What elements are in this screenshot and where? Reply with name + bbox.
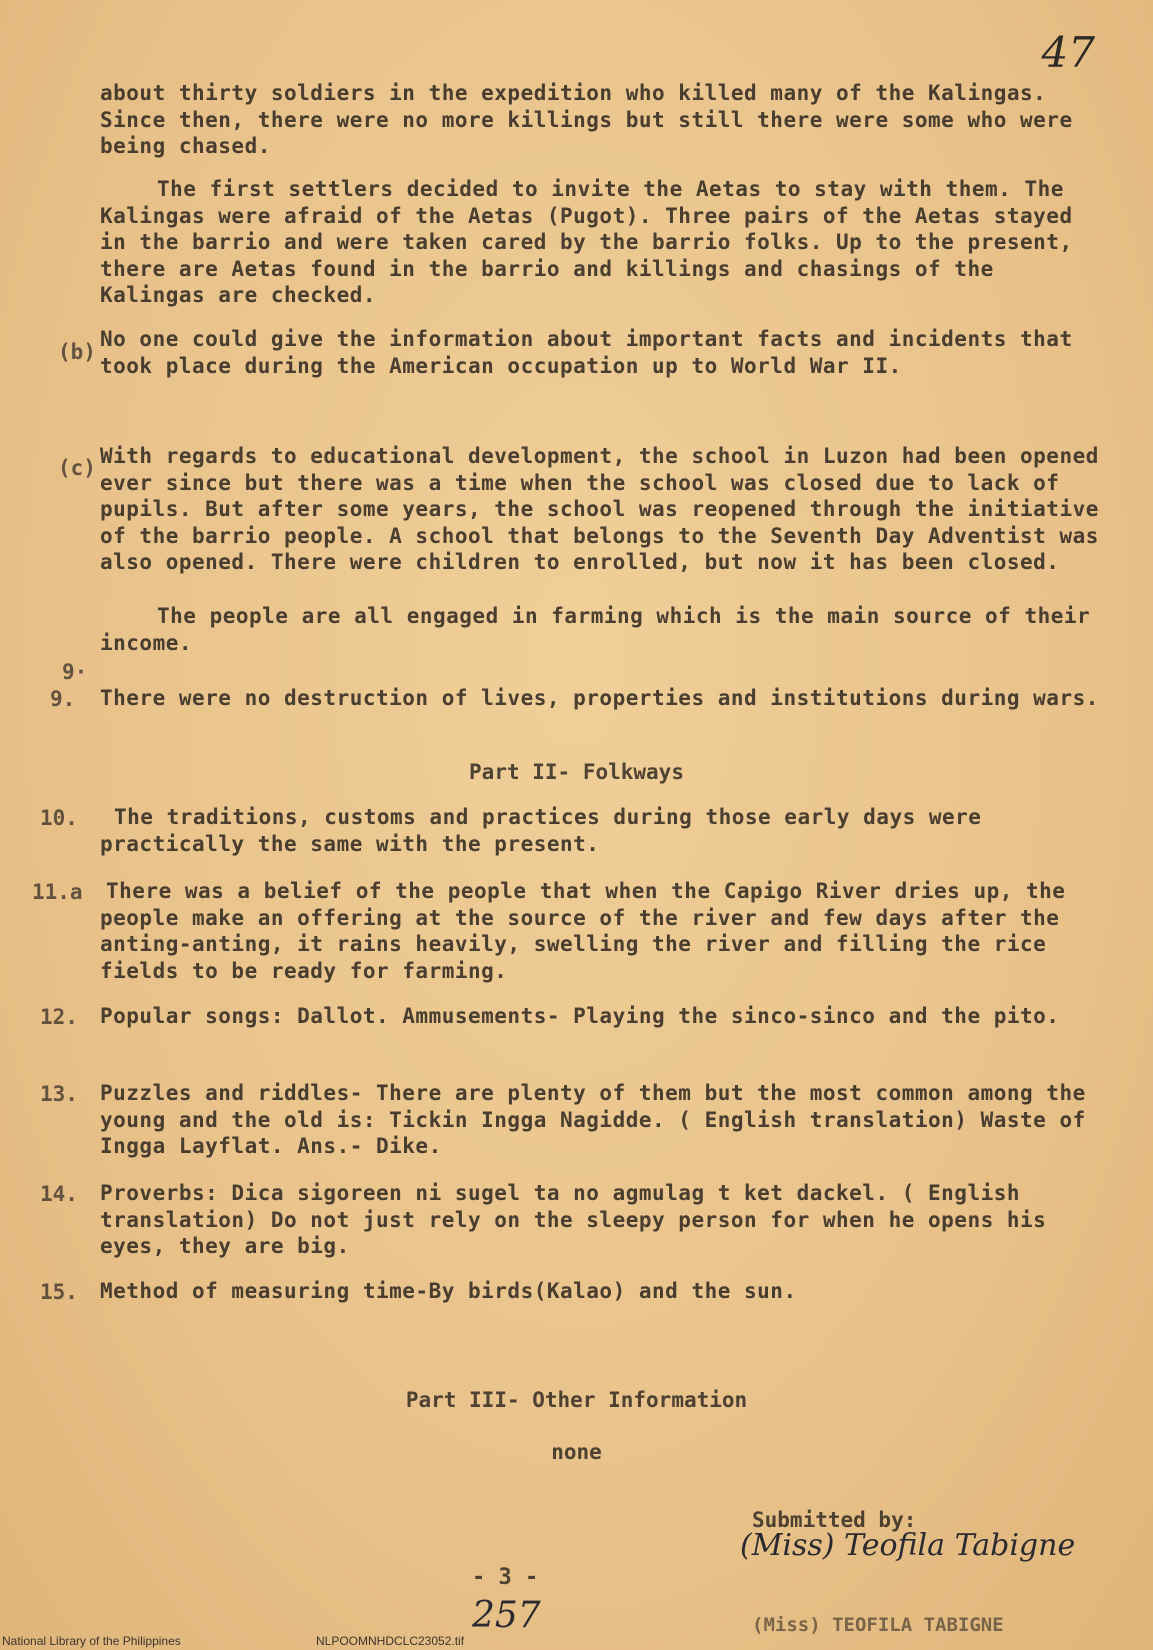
item-9-text: There were no destruction of lives, properties and institutions during wars. [100,686,1099,710]
page-number-handwritten: 257 [472,1595,541,1636]
paragraph-c: With regards to educational development, the school in Luzon had been opened ever since but there was a time when the school was closed due to lack of pupils. But after some years, the school was reopened through the initiative of the barrio people. A school that belongs to the Seventh Day Adventist was also opened. There were children to enrolled, but now it has been closed. [100,444,1099,574]
item-9-number: 9. [50,687,76,711]
paragraph-b: No one could give the information about important facts and incidents that took place during the American occupation up to World War II. [100,327,1073,378]
footer-source: National Library of the Philippines [2,1634,181,1648]
section-b-label: (b) [58,340,96,364]
item-text: Popular songs: Dallot. Ammusements- Playing the sinco-sinco and the pito. [100,1004,1060,1028]
paragraph-farming: The people are all engaged in farming which is the main source of their income. [100,604,1091,655]
typed-name: (Miss) TEOFILA TABIGNE [752,1614,1004,1636]
item-number: 15. [40,1280,78,1304]
section-c-label: (c) [58,456,96,480]
item-number: 14. [40,1182,78,1206]
footer-filename: NLPOOMNHDCLC23052.tif [316,1634,465,1648]
part3-none: none [551,1440,602,1464]
item-number: 11.a [32,880,83,904]
submitted-by: Submitted by: [752,1508,917,1532]
item-number: 12. [40,1005,78,1029]
item-text: Method of measuring time-By birds(Kalao) and the sun. [100,1279,797,1303]
page-number-typed: - 3 - [472,1565,539,1590]
item-text: The traditions, customs and practices during those early days were practically the same with the present. [100,805,982,856]
item-number: 10. [40,806,78,830]
part2-heading: Part II- Folkways [469,760,684,784]
handwritten-page-number: 47 [1041,28,1095,77]
item-number: 13. [40,1082,78,1106]
mark-9: 9· [62,660,88,684]
part3-heading: Part III- Other Information [405,1388,748,1412]
paragraph-aetas: The first settlers decided to invite the Aetas to stay with them. The Kalingas were afraid of the Aetas (Pugot). Three pairs of the Aetas stayed in the barrio and were taken cared by the barrio folks. Up to the present, there are Aetas found in the barrio and killings and chasings of the Kalingas are checked. [100,177,1073,307]
paragraph-soldiers: about thirty soldiers in the expedition who killed many of the Kalingas. Since then, there were no more killings but still there were some who were being chased. [100,81,1073,158]
signature: (Miss) Teofila Tabigne [740,1528,1076,1563]
item-text: Proverbs: Dica sigoreen ni sugel ta no agmulag t ket dackel. ( English translation) Do not just rely on the sleepy person for when he opens his eyes, they are big. [100,1181,1047,1258]
item-text: Puzzles and riddles- There are plenty of them but the most common among the young and the old is: Tickin Ingga Nagidde. ( English translation) Waste of Ingga Layflat. Ans.- Dike. [100,1081,1086,1158]
item-text: There was a belief of the people that when the Capigo River dries up, the people make an offering at the source of the river and few days after the anting-anting, it rains heavily, swelling the river and filling the rice fields to be ready for farming. [100,879,1066,983]
